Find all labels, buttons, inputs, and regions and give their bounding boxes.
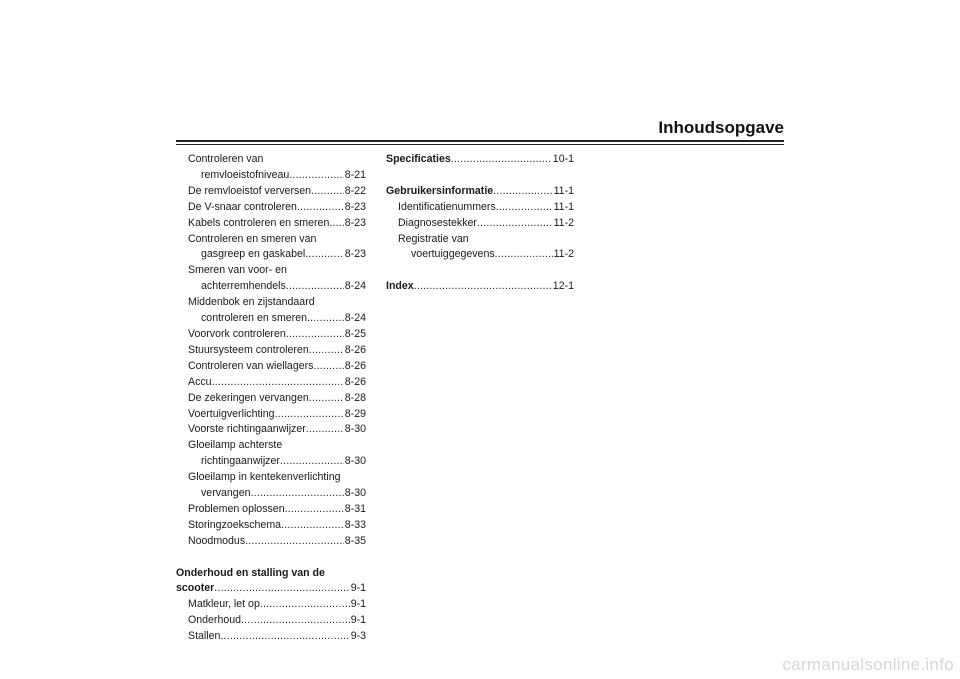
toc-leader-dots	[286, 327, 344, 343]
toc-page-number: 8-30	[344, 423, 366, 436]
toc-entry[interactable]	[176, 502, 366, 518]
toc-leader-dots	[285, 502, 344, 518]
toc-page-number: 8-24	[344, 312, 366, 325]
toc-page-number: 8-24	[344, 280, 366, 293]
toc-page-number: 8-30	[344, 487, 366, 500]
toc-leader-dots	[493, 184, 552, 200]
toc-entry-label: Onderhoud	[188, 614, 242, 627]
toc-entry-label: Accu	[188, 375, 212, 388]
toc-page-number: 11-2	[553, 248, 574, 261]
toc-column-right	[386, 152, 574, 295]
toc-entry-label: Index	[386, 280, 414, 293]
toc-page-number: 8-25	[344, 327, 366, 340]
toc-entry[interactable]	[176, 581, 366, 597]
toc-page-number: 8-23	[344, 200, 366, 213]
toc-page-number: 12-1	[552, 280, 574, 293]
header-rule-thick	[176, 140, 784, 142]
toc-entry[interactable]	[176, 454, 366, 470]
toc-entry-label: Stallen	[188, 630, 221, 643]
toc-entry-label: Specificaties	[386, 153, 451, 165]
toc-leader-dots	[212, 375, 344, 391]
toc-entry-label: controleren en smeren	[201, 312, 307, 325]
toc-page-number: 8-33	[344, 518, 366, 531]
toc-page-number: 10-1	[552, 153, 574, 165]
toc-entry-label: Noodmodus	[188, 534, 246, 547]
toc-entry-label: Problemen oplossen	[188, 502, 285, 515]
toc-leader-dots	[309, 391, 344, 407]
toc-page-number: 8-23	[344, 216, 366, 229]
toc-leader-dots	[220, 629, 349, 645]
toc-entry-label: Diagnosestekker	[398, 216, 477, 229]
toc-page-number: 11-1	[553, 184, 574, 197]
toc-entry[interactable]	[176, 486, 366, 502]
toc-page-number: 8-35	[344, 534, 366, 547]
toc-entry-label: De V-snaar controleren	[188, 200, 297, 213]
toc-entry-label: vervangen	[201, 487, 251, 500]
toc-heading-line: Middenbok en zijstandaard	[188, 296, 315, 309]
toc-page-number: 9-1	[350, 582, 366, 595]
toc-page-number: 8-26	[344, 359, 366, 372]
toc-leader-dots	[275, 407, 344, 423]
section-gap	[386, 263, 574, 279]
toc-page-number: 11-1	[553, 200, 574, 213]
toc-page-number: 9-3	[350, 630, 366, 643]
toc-leader-dots	[414, 279, 552, 295]
toc-entry[interactable]	[176, 184, 366, 200]
toc-entry[interactable]	[176, 311, 366, 327]
toc-leader-dots	[306, 422, 344, 438]
toc-entry-label: Matkleur, let op	[188, 598, 260, 611]
section-gap	[176, 550, 366, 566]
toc-leader-dots	[309, 343, 344, 359]
toc-leader-dots	[297, 200, 344, 216]
toc-heading-line: Registratie van	[398, 232, 469, 245]
toc-heading-line: Onderhoud en stalling van de	[176, 566, 325, 579]
toc-entry-label: Controleren van wiellagers	[188, 359, 314, 372]
section-gap	[386, 168, 574, 184]
toc-entry-label: Voorste richtingaanwijzer	[188, 423, 306, 436]
toc-entry[interactable]	[176, 422, 366, 438]
toc-leader-dots	[281, 518, 344, 534]
toc-entry[interactable]	[176, 279, 366, 295]
toc-leader-dots	[245, 534, 344, 550]
toc-leader-dots	[307, 311, 344, 327]
toc-entry[interactable]	[176, 168, 366, 184]
toc-page-number: 8-29	[344, 407, 366, 420]
toc-entry-label: gasgreep en gaskabel	[201, 248, 306, 261]
toc-entry-label: remvloeistofniveau	[201, 168, 290, 181]
toc-entry[interactable]	[176, 327, 366, 343]
toc-entry[interactable]	[176, 407, 366, 423]
toc-page-number: 8-26	[344, 375, 366, 388]
toc-leader-dots	[305, 247, 344, 263]
toc-entry-label: Voertuigverlichting	[188, 407, 275, 420]
toc-heading-line: Gloeilamp in kentekenverlichting	[188, 471, 341, 484]
toc-entry[interactable]	[176, 343, 366, 359]
toc-leader-dots	[477, 216, 553, 232]
toc-page-number: 8-26	[344, 343, 366, 356]
toc-entry[interactable]	[386, 184, 574, 200]
toc-leader-dots	[496, 200, 553, 216]
toc-page-number: 8-21	[344, 168, 366, 181]
toc-entry[interactable]	[176, 534, 366, 550]
toc-entry[interactable]	[176, 359, 366, 375]
toc-page-number: 11-2	[553, 216, 574, 229]
toc-leader-dots	[313, 359, 343, 375]
toc-entry[interactable]	[176, 518, 366, 534]
toc-page-number: 8-28	[344, 391, 366, 404]
toc-leader-dots	[280, 454, 344, 470]
toc-leader-dots	[311, 184, 344, 200]
toc-page-number: 8-31	[344, 502, 366, 515]
toc-leader-dots	[214, 581, 349, 597]
toc-entry[interactable]	[176, 200, 366, 216]
toc-heading-line: Smeren van voor- en	[188, 264, 287, 277]
toc-entry-label: Voorvork controleren	[188, 327, 286, 340]
page-title: Inhoudsopgave	[658, 118, 784, 137]
toc-leader-dots	[241, 613, 350, 629]
toc-entry-label: richtingaanwijzer	[201, 455, 280, 468]
toc-entry[interactable]	[176, 613, 366, 629]
toc-entry[interactable]	[386, 216, 574, 232]
toc-heading-line: Controleren van	[188, 153, 264, 165]
toc-entry-label: Identificatienummers	[398, 200, 496, 213]
toc-entry-label: Gebruikersinformatie	[386, 184, 494, 197]
toc-entry[interactable]	[176, 629, 366, 645]
toc-page-number: 9-1	[350, 614, 366, 627]
toc-entry-label: Kabels controleren en smeren	[188, 216, 330, 229]
toc-leader-dots	[289, 168, 343, 184]
toc-entry[interactable]	[176, 597, 366, 613]
watermark: carmanualsonline.info	[782, 655, 954, 674]
toc-heading-line: Gloeilamp achterste	[188, 439, 283, 452]
toc-heading-line: Controleren en smeren van	[188, 232, 317, 245]
toc-leader-dots	[329, 216, 343, 232]
header-rule-thin	[176, 144, 784, 145]
toc-page-number: 9-1	[350, 598, 366, 611]
toc-entry-label: achterremhendels	[201, 280, 286, 293]
toc-entry[interactable]	[386, 200, 574, 216]
toc-entry-label: De remvloeistof verversen	[188, 184, 312, 197]
toc-page-number: 8-30	[344, 455, 366, 468]
toc-entry[interactable]	[386, 152, 574, 168]
toc-entry-label: Storingzoekschema	[188, 518, 282, 531]
toc-page-number: 8-23	[344, 248, 366, 261]
toc-page-number: 8-22	[344, 184, 366, 197]
toc-entry-label: De zekeringen vervangen	[188, 391, 309, 404]
toc-entry[interactable]	[176, 216, 366, 232]
toc-entry[interactable]	[386, 247, 574, 263]
toc-entry[interactable]	[176, 247, 366, 263]
toc-entry[interactable]	[176, 375, 366, 391]
toc-entry-label: scooter	[176, 582, 215, 595]
toc-entry[interactable]	[386, 279, 574, 295]
toc-leader-dots	[260, 597, 350, 613]
toc-leader-dots	[286, 279, 344, 295]
toc-column-left	[176, 152, 366, 645]
toc-leader-dots	[495, 247, 553, 263]
toc-entry-label: voertuiggegevens	[411, 248, 495, 261]
toc-entry[interactable]	[176, 391, 366, 407]
toc-leader-dots	[451, 152, 552, 168]
toc-entry-label: Stuursysteem controleren	[188, 343, 309, 356]
toc-leader-dots	[250, 486, 343, 502]
